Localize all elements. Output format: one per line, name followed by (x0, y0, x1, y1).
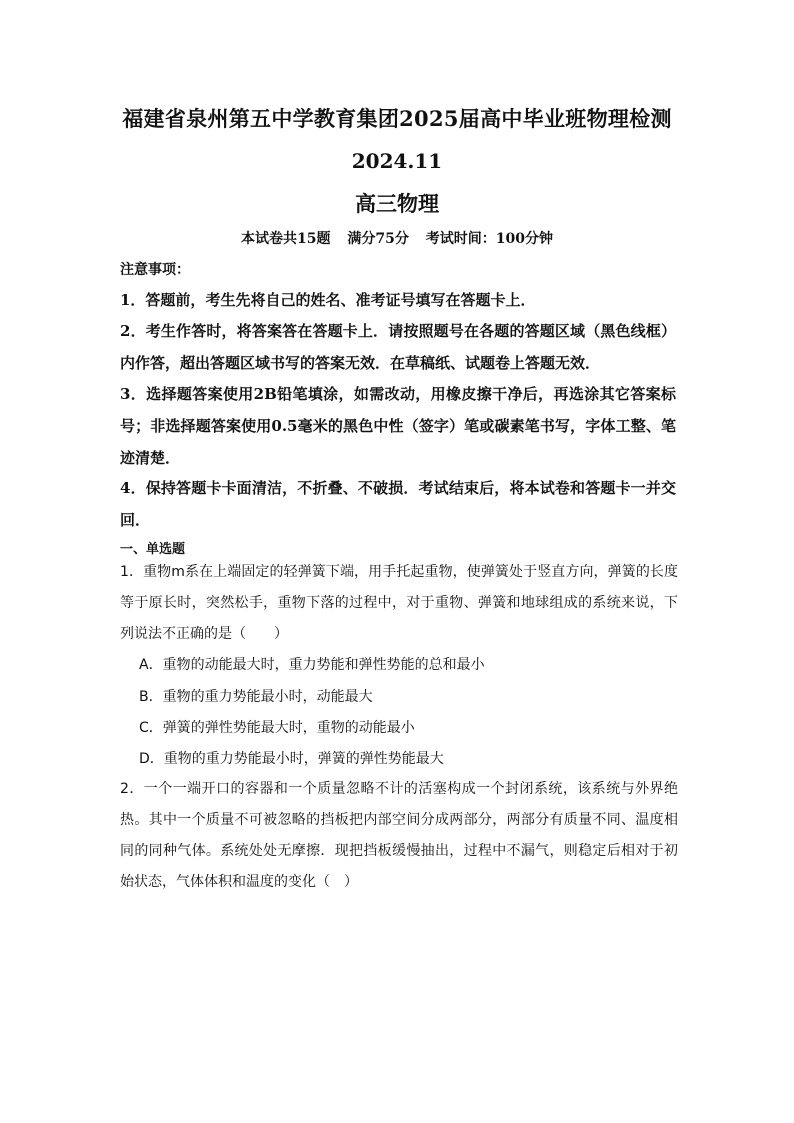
section-heading: 一、单选题 (120, 542, 186, 557)
question-2-stem: 2．一个一端开口的容器和一个质量忽略不计的活塞构成一个封闭系统，该系统与外界绝热。其中一个质量不可被忽略的挡板把内部空间分成两部分，两部分有质量不同、温度相同的同种气体。系统处处无摩擦．现把挡板缓慢抽出，过程中不漏气，则稳定后相对于初始状态，气体体积和温度的变化（ ） (120, 781, 678, 890)
note-item-3: 3．选择题答案使用2B铅笔填涂，如需改动，用橡皮擦干净后，再选涂其它答案标号；非选择题答案使用0.5毫米的黑色中性（签字）笔或碳素笔书写，字体工整、笔迹清楚． (120, 385, 676, 467)
question-1-option-a: A．重物的动能最大时，重力势能和弹性势能的总和最小 (139, 657, 485, 673)
note-item-4: 4．保持答题卡卡面清洁，不折叠、不破损．考试结束后，将本试卷和答题卡一并交回． (120, 479, 676, 529)
question-1-option-b: B．重物的重力势能最小时，动能最大 (139, 689, 373, 705)
question-1-stem: 1．重物m系在上端固定的轻弹簧下端，用手托起重物，使弹簧处于竖直方向，弹簧的长度等于原长时，突然松手，重物下落的过程中，对于重物、弹簧和地球组成的系统来说，下列说法不正确的是（ ） (120, 564, 678, 642)
note-item-1: 1．答题前，考生先将自己的姓名、准考证号填写在答题卡上． (120, 291, 536, 309)
exam-subject: 高三物理 (355, 191, 439, 216)
meta-time: 考试时间：100分钟 (425, 231, 553, 247)
question-1-option-c: C．弹簧的弹性势能最大时，重物的动能最小 (139, 720, 415, 736)
meta-score: 满分75分 (347, 231, 409, 247)
exam-title: 福建省泉州第五中学教育集团2025届高中毕业班物理检测 (122, 106, 672, 131)
exam-meta (0, 228, 794, 248)
note-item-2: 2．考生作答时，将答案答在答题卡上．请按照题号在各题的答题区域（黑色线框）内作答，超出答题区域书写的答案无效．在草稿纸、试题卷上答题无效． (120, 322, 676, 372)
notes-heading: 注意事项： (120, 262, 190, 278)
meta-questions: 本试卷共15题 (241, 231, 331, 247)
question-1-option-d: D．重物的重力势能最小时，弹簧的弹性势能最大 (139, 751, 444, 767)
exam-date: 2024.11 (351, 149, 443, 173)
